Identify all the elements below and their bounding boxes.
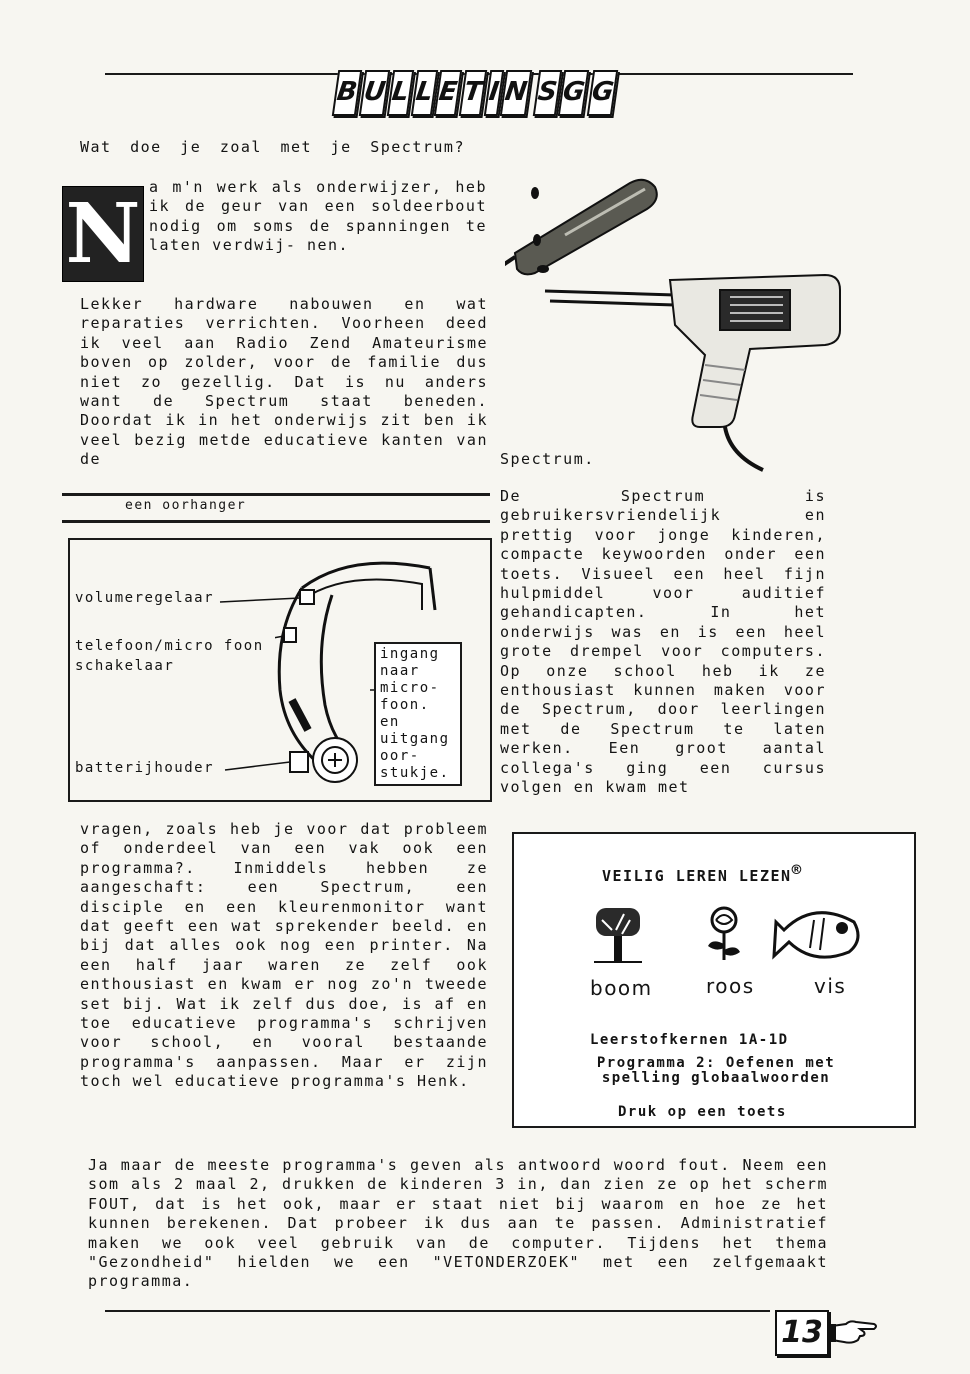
pointing-hand-icon (830, 1316, 878, 1346)
screen-pictures (584, 900, 874, 980)
masthead-letter: S (532, 70, 561, 116)
article-title: Wat doe je zoal met je Spectrum? (80, 138, 465, 156)
masthead-letter: T (459, 70, 487, 116)
masthead-letter: N (500, 70, 532, 116)
article-paragraph-3: vragen, zoals heb je voor dat probleem of onderdeel van een vak ook een programma?. Inmiddels hebben ze aangeschaft: een Spectrum, een disciple en een kleurenmonitor want dat geeft een wat sprekender beeld. en bij dat alles ook nog een printer. Na een half jaar waren ze zelf ook enthousiast en kwam er nog zo'n tweede set bij. Wat ik zelf dus doe, is af en toe educatieve programma's schrijven voor school, en vooral bestaande programma's aanpassen. Maar er zijn toch wel educatieve programma's Henk. (80, 820, 488, 1091)
masthead-letter: U (359, 70, 391, 116)
screen-line-3: Druk op een toets (618, 1104, 787, 1120)
label-phone-switch: telefoon/micro foon schakelaar (75, 636, 275, 676)
page-number: 13 (775, 1310, 829, 1356)
soldering-gun-icon (545, 275, 840, 470)
masthead-letter: G (558, 70, 590, 116)
screen-title-text: VEILIG LEREN LEZEN (602, 867, 792, 885)
label-battery: batterijhouder (75, 760, 215, 776)
soldering-gun-illustration (505, 165, 850, 485)
tree-icon (594, 908, 642, 962)
figure-top-rule (62, 493, 490, 496)
figure-caption: een oorhanger (125, 498, 247, 513)
masthead-letter: B (332, 70, 362, 116)
screen-title (602, 860, 803, 885)
masthead-letter: E (434, 70, 462, 116)
masthead-letter: L (387, 70, 414, 116)
masthead-letter: G (586, 70, 618, 116)
registered-mark: ® (791, 860, 803, 879)
footer-rule (105, 1310, 770, 1312)
article-paragraph-4: Ja maar de meeste programma's geven als antwoord woord fout. Neem een som als 2 maal 2, drukken de kinderen 3 in, dan zien ze op het scherm FOUT, dat is het ook, maar er staat niet bij waarom en hoe ze het kunnen berekenen. Dat probeer ik dus aan te passen. Administratief maken we ook veel gebruik van de computer. Tijdens het thema "Gezondheid" hielden we een "VETONDERZOEK" met een zelfgemaakt programma. (88, 1156, 828, 1291)
article-paragraph-1-end: Spectrum. (500, 450, 595, 468)
screen-line-1: Leerstofkernen 1A-1D (590, 1032, 789, 1048)
figure-bottom-rule (62, 520, 490, 523)
label-volume: volumeregelaar (75, 590, 215, 606)
drop-cap: N (62, 186, 144, 282)
masthead (335, 70, 615, 116)
article-paragraph-1: Lekker hardware nabouwen en wat reparaties verrichten. Voorheen deed ik veel aan Radio Zend Amateurisme boven op zolder, voor de familie dus niet zo gezellig. Dat is nu anders want de Spectrum staat beneden. Doordat ik in het onderwijs zit ben ik veel bezig metde educatieve kanten van de (80, 295, 488, 469)
word-boom: boom (590, 976, 653, 1000)
label-inlet: ingang naar micro- foon. en uitgang oor- stukje. (374, 642, 462, 786)
masthead-letter: I (483, 70, 503, 116)
article-intro: a m'n werk als onderwijzer, heb ik de geur van een soldeerbout nodig om soms de spanningen te laten verdwij- nen. (149, 178, 487, 255)
masthead-letter: L (410, 70, 437, 116)
word-roos: roos (706, 974, 755, 998)
word-vis: vis (814, 974, 847, 998)
rose-icon (708, 908, 740, 960)
program-screen (512, 832, 916, 1128)
fish-icon (774, 913, 858, 957)
screen-line-2: Programma 2: Oefenen met spelling globaalwoorden (596, 1055, 836, 1086)
soldering-iron-icon (505, 180, 657, 275)
article-paragraph-2: De Spectrum is gebruikersvriendelijk en prettig voor jonge kinderen, compacte keywoorden onder een toets. Visueel een heel fijn hulpmiddel voor auditief gehandicapten. In het onderwijs was en is een heel grote drempel voor computers. Op onze school heb ik ze enthousiast kunnen maken voor de Spectrum, door leerlingen met de Spectrum te laten werken. Een groot aantal collega's ging een cursus volgen en kwam met (500, 487, 826, 797)
